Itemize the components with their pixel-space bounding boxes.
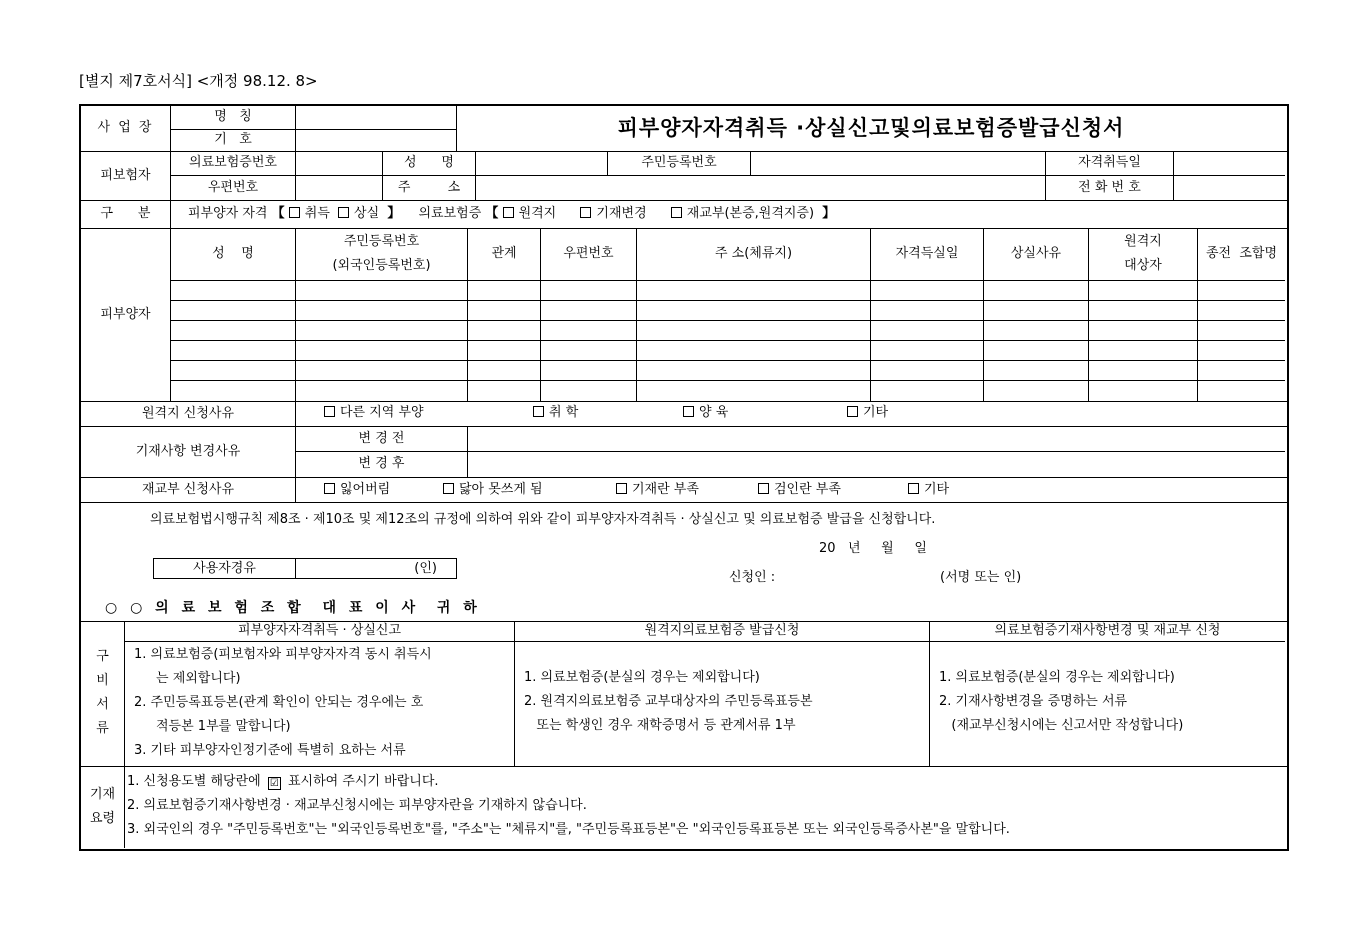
- checkbox-icon: [338, 207, 349, 218]
- insured-card-number-label: 의료보험증번호: [189, 155, 277, 170]
- insured-postal-field[interactable]: [296, 175, 382, 200]
- checkbox-label: 취득: [304, 206, 330, 221]
- col-header-address: 주 소(체류지): [714, 246, 793, 261]
- workplace-name-field[interactable]: [296, 104, 456, 129]
- list-item: 적등본 1부를 말합니다): [156, 719, 291, 734]
- checkbox-acquire[interactable]: [289, 206, 330, 221]
- col-header-rrn: 주민등록번호 (외국인등록번호): [332, 234, 431, 273]
- checkbox-icon: [289, 207, 300, 218]
- insured-card-number-field[interactable]: [296, 151, 382, 175]
- insured-phone-field[interactable]: [1174, 175, 1285, 200]
- checkbox-icon: [533, 406, 544, 417]
- insured-address-label: 주 소: [397, 179, 461, 195]
- change-after-label: 변 경 후: [358, 456, 405, 471]
- docs-list-change: [939, 666, 1183, 738]
- applicant-name-field[interactable]: [800, 570, 940, 586]
- table-row[interactable]: [171, 321, 1285, 340]
- checkbox-remote[interactable]: [503, 206, 557, 221]
- col-header-status-date: 자격득실일: [895, 246, 959, 261]
- date-line: 20 년 월 일: [819, 541, 927, 556]
- change-before-label: 변 경 전: [358, 430, 405, 446]
- checkbox-icon: [671, 207, 682, 218]
- checkbox-icon: [683, 406, 694, 417]
- checkbox-label: 기재변경: [596, 206, 647, 221]
- instructions-list: [127, 770, 1010, 842]
- insured-acquired-date-field[interactable]: [1174, 151, 1285, 175]
- list-item: 3. 기타 피부양자인정기준에 특별히 요하는 서류: [134, 743, 406, 758]
- addressee: ○ ○ 의 료 보 험 조 합 대 표 이 사 귀 하: [105, 600, 481, 616]
- checkbox-icon: [758, 483, 769, 494]
- docs-section-title-change: 의료보험증기재사항변경 및 재교부 신청: [994, 623, 1221, 638]
- table-row[interactable]: [171, 361, 1285, 380]
- insured-acquired-date-label: 자격취득일: [1078, 155, 1141, 170]
- col-header-postal: 우편번호: [563, 246, 614, 261]
- divider: [124, 641, 1285, 642]
- employer-label: 사용자경유: [193, 560, 256, 576]
- col-header-previous-union: 종전 조합명: [1205, 246, 1278, 261]
- remote-option-childcare[interactable]: 양 육: [683, 405, 728, 421]
- list-item: 2. 의료보험증기재사항변경 · 재교부신청시에는 피부양자란을 기재하지 않습니다.: [127, 798, 587, 813]
- checkbox-icon: [616, 483, 627, 494]
- reissue-option-lost[interactable]: 잃어버림: [324, 482, 390, 498]
- employer-seal-field[interactable]: (인): [414, 560, 437, 576]
- insured-label: 피보험자: [100, 167, 151, 183]
- insured-rrn-field[interactable]: [751, 151, 1045, 175]
- change-before-field[interactable]: [468, 426, 1285, 451]
- dependent-status-prefix: 피부양자 자격: [188, 206, 268, 221]
- form-title: 피부양자자격취득 ·상실신고및의료보험증발급신청서: [617, 115, 1125, 140]
- divider: [79, 502, 1287, 503]
- list-item: 3. 외국인의 경우 "주민등록번호"는 "외국인등록번호"를, "주소"는 "체류지"를, "주민등록표등본"은 "외국인등록표등본 또는 외국인등록증사본"을 말합니다.: [127, 822, 1010, 837]
- docs-list-remote: [524, 666, 813, 738]
- insured-name-label: 성 명: [404, 155, 454, 170]
- list-item: 1. 의료보험증(피보험자와 피부양자자격 동시 취득시: [134, 647, 432, 662]
- form-number-header: [별지 제7호서식] <개정 98.12. 8>: [79, 72, 318, 90]
- checkbox-icon: [324, 406, 335, 417]
- reissue-reason-label: 재교부 신청사유: [141, 481, 235, 497]
- workplace-code-label: 기 호: [214, 132, 252, 147]
- reissue-option-other[interactable]: 기타: [908, 482, 949, 498]
- list-item: 1. 의료보험증(분실의 경우는 제외합니다): [939, 670, 1175, 685]
- divider: [514, 621, 515, 766]
- reissue-option-stamp-full[interactable]: 검인란 부족: [758, 482, 841, 498]
- checkbox-label: 상실: [354, 206, 380, 221]
- workplace-code-field[interactable]: [296, 129, 456, 151]
- table-row[interactable]: [171, 381, 1285, 401]
- reissue-option-worn[interactable]: 닳아 못쓰게 됨: [443, 482, 543, 498]
- insured-postal-label: 우편번호: [207, 179, 259, 195]
- list-item: (재교부신청시에는 신고서만 작성합니다): [939, 718, 1184, 733]
- remote-option-school[interactable]: 취 학: [533, 405, 578, 421]
- divider: [79, 766, 1287, 767]
- checkbox-loss[interactable]: [338, 206, 379, 221]
- list-item: 2. 원격지의료보험증 교부대상자의 주민등록표등본: [524, 694, 813, 709]
- divider: [170, 200, 171, 228]
- docs-section-title-remote: 원격지의료보험증 발급신청: [644, 623, 800, 638]
- list-item: 2. 기재사항변경을 증명하는 서류: [939, 694, 1128, 709]
- bracket-close: 】: [822, 206, 836, 221]
- col-header-name: 성 명: [212, 246, 254, 261]
- required-docs-label: 구 비 서 류: [96, 649, 109, 736]
- applicant-sign-hint: (서명 또는 인): [940, 570, 1022, 585]
- checked-box-icon: ☑: [268, 777, 281, 790]
- checkbox-reissue[interactable]: [671, 206, 814, 221]
- dependents-label: 피부양자: [100, 306, 151, 322]
- table-row[interactable]: [171, 341, 1285, 360]
- divider: [79, 200, 1287, 201]
- insured-phone-label: 전 화 번 호: [1078, 179, 1141, 195]
- table-row[interactable]: [171, 281, 1285, 300]
- col-header-loss-reason: 상실사유: [1010, 246, 1062, 261]
- checkbox-icon: [580, 207, 591, 218]
- list-item: 1. 의료보험증(분실의 경우는 제외합니다): [524, 670, 760, 685]
- change-reason-label: 기재사항 변경사유: [135, 443, 241, 459]
- list-item: 또는 학생인 경우 재학증명서 등 관계서류 1부: [524, 718, 796, 733]
- remote-option-other-region[interactable]: 다른 지역 부양: [324, 405, 424, 421]
- checkbox-icon: [443, 483, 454, 494]
- dependents-rows: [171, 281, 1285, 401]
- divider: [929, 621, 930, 766]
- workplace-label: 사 업 장: [97, 119, 154, 135]
- bracket-open: 【: [271, 206, 285, 221]
- category-options: [188, 206, 835, 222]
- checkbox-icon: [847, 406, 858, 417]
- checkbox-icon: [503, 207, 514, 218]
- checkbox-label: 재교부(본증,원격지증): [686, 206, 815, 221]
- checkbox-icon: [324, 483, 335, 494]
- change-after-field[interactable]: [468, 451, 1285, 477]
- col-header-relation: 관계: [491, 246, 517, 261]
- applicant-label: 신청인 :: [729, 570, 776, 585]
- checkbox-label: 원격지: [518, 206, 557, 221]
- checkbox-icon: [908, 483, 919, 494]
- insured-address-field[interactable]: [476, 175, 1045, 200]
- reissue-option-entry-full[interactable]: 기재란 부족: [616, 482, 699, 498]
- docs-section-title-report: 피부양자자격취득 · 상실신고: [237, 623, 402, 638]
- checkbox-info-change[interactable]: [580, 206, 646, 221]
- divider: [124, 621, 125, 848]
- list-item: 는 제외합니다): [156, 671, 241, 686]
- instructions-label: 기재 요령: [89, 787, 116, 826]
- bracket-open: 【: [485, 206, 499, 221]
- docs-list-report: [134, 643, 432, 763]
- table-row[interactable]: [171, 301, 1285, 320]
- remote-option-other[interactable]: 기타: [847, 405, 888, 421]
- card-prefix: 의료보험증: [418, 206, 482, 221]
- statement-text: 의료보험법시행규칙 제8조 · 제10조 및 제12조의 규정에 의하여 위와 같이 피부양자자격취득 · 상실신고 및 의료보험증 발급을 신청합니다.: [150, 512, 936, 527]
- remote-reason-label: 원격지 신청사유: [141, 405, 235, 421]
- list-item: 1. 신청용도별 해당란에 ☑ 표시하여 주시기 바랍니다.: [127, 774, 439, 789]
- workplace-name-label: 명 칭: [214, 108, 252, 124]
- insured-name-field[interactable]: [476, 151, 607, 175]
- bracket-close: 】: [387, 206, 401, 221]
- col-header-remote: 원격지 대상자: [1124, 234, 1162, 273]
- category-label: 구 분: [100, 206, 151, 221]
- insured-rrn-label: 주민등록번호: [641, 155, 717, 170]
- list-item: 2. 주민등록표등본(관계 확인이 안되는 경우에는 호: [134, 695, 424, 710]
